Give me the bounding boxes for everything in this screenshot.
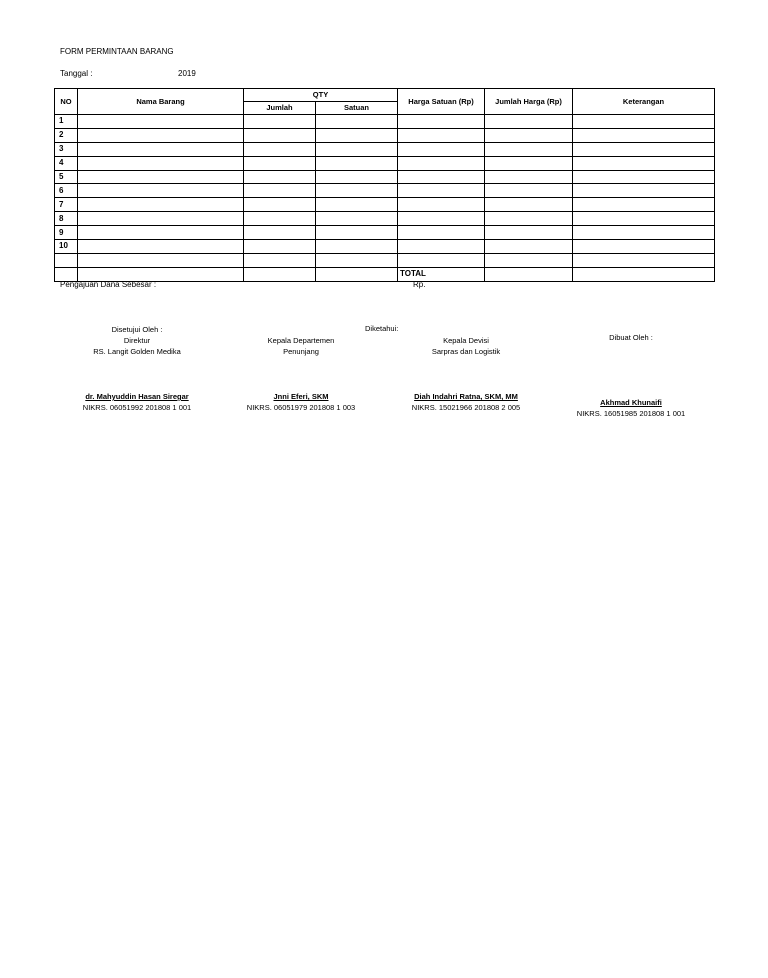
known-by-label: Diketahui: bbox=[365, 324, 399, 333]
row-number: 3 bbox=[55, 142, 78, 156]
table-cell bbox=[485, 128, 573, 142]
div-head-id: NIKRS. 15021966 201808 2 005 bbox=[411, 403, 521, 412]
row-number: 2 bbox=[55, 128, 78, 142]
table-row bbox=[55, 156, 715, 170]
row-number: 7 bbox=[55, 198, 78, 212]
row-number: 9 bbox=[55, 226, 78, 240]
table-cell bbox=[244, 240, 316, 254]
table-cell bbox=[78, 253, 244, 267]
table-cell bbox=[485, 170, 573, 184]
table-cell bbox=[78, 226, 244, 240]
table-cell bbox=[485, 142, 573, 156]
table-cell bbox=[316, 142, 398, 156]
table-cell bbox=[316, 240, 398, 254]
table-cell bbox=[244, 253, 316, 267]
row-number bbox=[55, 253, 78, 267]
table-row bbox=[55, 184, 715, 198]
table-cell bbox=[244, 128, 316, 142]
table-cell bbox=[573, 253, 715, 267]
div-head-name: Diah Indahri Ratna, SKM, MM bbox=[414, 392, 518, 401]
table-cell bbox=[398, 226, 485, 240]
table-cell bbox=[398, 198, 485, 212]
currency-label: Rp. bbox=[413, 280, 426, 289]
table-cell bbox=[78, 240, 244, 254]
table-cell bbox=[244, 142, 316, 156]
table-cell bbox=[316, 226, 398, 240]
table-cell bbox=[485, 198, 573, 212]
table-cell bbox=[244, 170, 316, 184]
table-cell bbox=[485, 156, 573, 170]
maker-id: NIKRS. 16051985 201808 1 001 bbox=[576, 409, 686, 418]
director-id: NIKRS. 06051992 201808 1 001 bbox=[82, 403, 192, 412]
table-cell bbox=[573, 142, 715, 156]
table-cell bbox=[78, 170, 244, 184]
table-row bbox=[55, 240, 715, 254]
table-cell bbox=[244, 226, 316, 240]
table-cell bbox=[78, 142, 244, 156]
table-cell bbox=[485, 226, 573, 240]
table-cell bbox=[316, 212, 398, 226]
table-cell bbox=[573, 267, 715, 281]
table-cell bbox=[78, 156, 244, 170]
total-label: TOTAL bbox=[398, 267, 485, 281]
header-item-name: Nama Barang bbox=[78, 89, 244, 115]
table-cell bbox=[78, 115, 244, 129]
header-qty: QTY bbox=[244, 89, 398, 102]
table-cell bbox=[573, 184, 715, 198]
row-number: 10 bbox=[55, 240, 78, 254]
table-cell bbox=[244, 184, 316, 198]
table-cell bbox=[573, 128, 715, 142]
table-cell bbox=[78, 184, 244, 198]
table-cell bbox=[398, 156, 485, 170]
header-no: NO bbox=[55, 89, 78, 115]
table-cell bbox=[316, 184, 398, 198]
table-cell bbox=[398, 142, 485, 156]
dept-head-id: NIKRS. 06051979 201808 1 003 bbox=[246, 403, 356, 412]
signature-maker bbox=[551, 332, 711, 419]
table-cell bbox=[573, 212, 715, 226]
row-number: 5 bbox=[55, 170, 78, 184]
signature-dept-head bbox=[221, 335, 381, 413]
table-cell bbox=[398, 240, 485, 254]
table-cell bbox=[316, 128, 398, 142]
table-cell bbox=[573, 115, 715, 129]
table-cell bbox=[398, 170, 485, 184]
table-cell bbox=[244, 156, 316, 170]
table-row bbox=[55, 115, 715, 129]
table-cell bbox=[398, 128, 485, 142]
table-cell bbox=[78, 128, 244, 142]
table-cell bbox=[398, 212, 485, 226]
table-cell bbox=[485, 240, 573, 254]
table-cell bbox=[316, 267, 398, 281]
table-cell bbox=[316, 198, 398, 212]
div-head-division: Sarpras dan Logistik bbox=[431, 347, 501, 356]
table-cell bbox=[573, 240, 715, 254]
table-row bbox=[55, 198, 715, 212]
table-cell bbox=[316, 253, 398, 267]
director-title: Direktur bbox=[123, 336, 151, 345]
table-cell bbox=[573, 170, 715, 184]
table-cell bbox=[316, 170, 398, 184]
director-name: dr. Mahyuddin Hasan Siregar bbox=[85, 392, 189, 401]
maker-name: Akhmad Khunaifi bbox=[600, 398, 662, 407]
table-cell bbox=[573, 226, 715, 240]
table-cell bbox=[316, 115, 398, 129]
signature-div-head bbox=[386, 335, 546, 413]
table-cell bbox=[78, 198, 244, 212]
div-head-title: Kepala Devisi bbox=[443, 336, 489, 345]
table-cell bbox=[485, 184, 573, 198]
row-number: 4 bbox=[55, 156, 78, 170]
table-row bbox=[55, 253, 715, 267]
made-by-label: Dibuat Oleh : bbox=[609, 333, 653, 342]
table-cell bbox=[244, 115, 316, 129]
dept-head-dept: Penunjang bbox=[283, 347, 319, 356]
approved-by-label: Disetujui Oleh : bbox=[111, 325, 163, 334]
director-hospital: RS. Langit Golden Medika bbox=[93, 347, 181, 356]
table-cell bbox=[244, 198, 316, 212]
table-cell bbox=[244, 212, 316, 226]
table-cell bbox=[316, 156, 398, 170]
table-cell bbox=[485, 267, 573, 281]
table-cell bbox=[573, 156, 715, 170]
table-cell bbox=[398, 184, 485, 198]
table-cell bbox=[398, 115, 485, 129]
date-year: 2019 bbox=[178, 69, 196, 78]
header-qty-amount: Jumlah bbox=[244, 102, 316, 115]
table-row bbox=[55, 226, 715, 240]
row-number: 1 bbox=[55, 115, 78, 129]
form-title: FORM PERMINTAAN BARANG bbox=[60, 47, 174, 56]
dept-head-title: Kepala Departemen bbox=[267, 336, 335, 345]
table-cell bbox=[485, 115, 573, 129]
date-label: Tanggal : bbox=[60, 69, 93, 78]
table-row bbox=[55, 212, 715, 226]
row-number: 6 bbox=[55, 184, 78, 198]
table-cell bbox=[398, 253, 485, 267]
funding-label: Pengajuan Dana Sebesar : bbox=[60, 280, 157, 289]
table-row bbox=[55, 142, 715, 156]
header-qty-unit: Satuan bbox=[316, 102, 398, 115]
header-unit-price: Harga Satuan (Rp) bbox=[398, 89, 485, 115]
header-total-price: Jumlah Harga (Rp) bbox=[485, 89, 573, 115]
table-row bbox=[55, 128, 715, 142]
table-cell bbox=[244, 267, 316, 281]
signature-director bbox=[57, 324, 217, 413]
table-cell bbox=[78, 212, 244, 226]
table-cell bbox=[485, 212, 573, 226]
row-number: 8 bbox=[55, 212, 78, 226]
request-table bbox=[54, 88, 715, 282]
header-notes: Keterangan bbox=[573, 89, 715, 115]
table-cell bbox=[573, 198, 715, 212]
table-row bbox=[55, 170, 715, 184]
table-cell bbox=[485, 253, 573, 267]
dept-head-name: Jnni Eferi, SKM bbox=[273, 392, 329, 401]
